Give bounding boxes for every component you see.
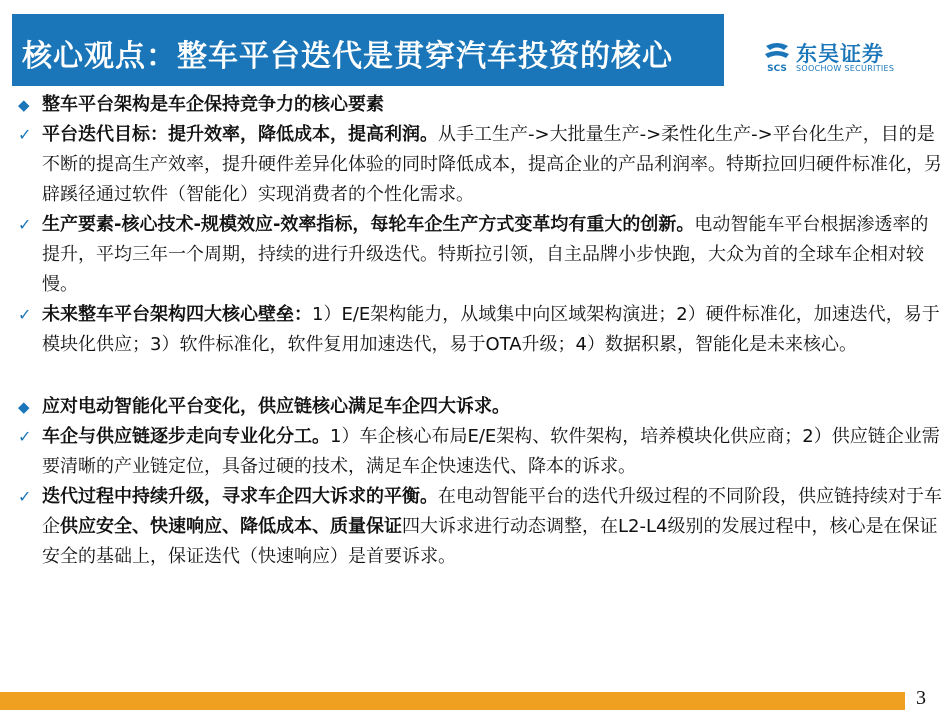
- check-bullet-icon: ✓: [18, 305, 32, 324]
- section1-point2: [14, 210, 942, 300]
- section2-point2-text-a: 在电动智能平台的迭代升级过程的不同阶段，供应链持续对于车企: [42, 486, 942, 537]
- section1-point1-text: 从手工生产->大批量生产->柔性化生产->平台化生产，目的是不断的提高生产效率，提升硬件差异化体验的同时降低成本，提高企业的产品利润率。特斯拉回归硬件标准化，另辟蹊径通过软件（智能化）实现消费者的个性化需求。: [42, 124, 942, 205]
- section1-heading: [14, 90, 942, 120]
- check-bullet-icon: ✓: [18, 487, 32, 506]
- section2-point2-bold: 迭代过程中持续升级，寻求车企四大诉求的平衡。: [42, 486, 438, 507]
- check-bullet-icon: ✓: [18, 125, 32, 144]
- logo-chinese-name: 东吴证券: [796, 42, 884, 66]
- diamond-bullet-icon: ◆: [18, 398, 30, 416]
- section1-point3-bold: 未来整车平台架构四大核心壁垒：: [42, 304, 312, 325]
- section1-point2-text: 电动智能车平台根据渗透率的提升，平均三年一个周期，持续的进行升级迭代。特斯拉引领，自主品牌小步快跑，大众为首的全球车企相对较慢。: [42, 214, 929, 295]
- main-content: [14, 90, 942, 572]
- page-title: 核心观点：整车平台迭代是贯穿汽车投资的核心: [22, 39, 673, 74]
- section2-point1-text: 1）车企核心布局E/E架构、软件架构，培养模块化供应商；2）供应链企业需要清晰的产业链定位，具备过硬的技术，满足车企快速迭代、降本的诉求。: [42, 426, 940, 477]
- check-bullet-icon: ✓: [18, 215, 32, 234]
- company-logo: [762, 40, 922, 80]
- section2-heading-text: 应对电动智能化平台变化，供应链核心满足车企四大诉求。: [42, 396, 510, 417]
- section-gap: [14, 360, 942, 392]
- logo-english-name: SOOCHOW SECURITIES: [796, 64, 895, 73]
- section1-point3: [14, 300, 942, 360]
- section1-point2-bold: 生产要素-核心技术-规模效应-效率指标，每轮车企生产方式变革均有重大的创新。: [42, 214, 695, 235]
- title-bar: [12, 14, 724, 86]
- section2-point2: [14, 482, 942, 572]
- section2-point1: [14, 422, 942, 482]
- section2-point2-bold-b: 供应安全、快速响应、降低成本、质量保证: [60, 516, 402, 537]
- section1-point1-bold: 平台迭代目标：提升效率，降低成本，提高利润。: [42, 124, 438, 145]
- section2-point1-bold: 车企与供应链逐步走向专业化分工。: [42, 426, 330, 447]
- page-number: 3: [916, 687, 926, 709]
- section1-point1: [14, 120, 942, 210]
- section2-heading: [14, 392, 942, 422]
- section1-heading-text: 整车平台架构是车企保持竞争力的核心要素: [42, 94, 384, 115]
- check-bullet-icon: ✓: [18, 427, 32, 446]
- logo-icon: [762, 40, 792, 74]
- diamond-bullet-icon: ◆: [18, 96, 30, 114]
- section2-point2-text-c: 四大诉求进行动态调整，在L2-L4级别的发展过程中，核心是在保证安全的基础上，保证迭代（快速响应）是首要诉求。: [42, 516, 938, 567]
- footer-bar: [0, 692, 905, 710]
- logo-mark-text: SCS: [767, 64, 787, 74]
- section1-point3-text: 1）E/E架构能力，从域集中向区域架构演进；2）硬件标准化，加速迭代，易于模块化供应；3）软件标准化，软件复用加速迭代，易于OTA升级；4）数据积累，智能化是未来核心。: [42, 304, 940, 355]
